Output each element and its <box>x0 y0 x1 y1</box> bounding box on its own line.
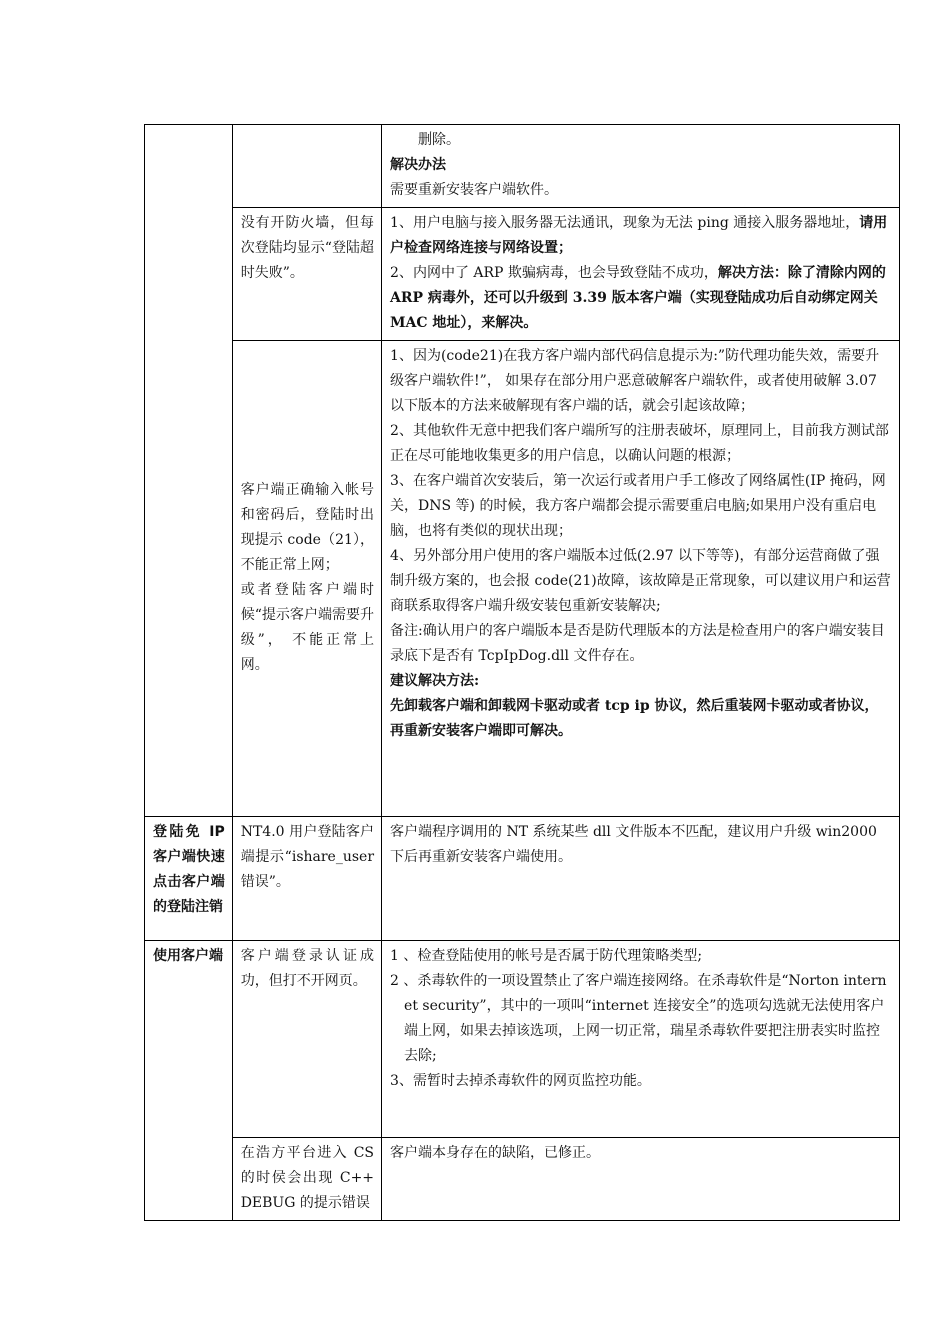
symptom-cell <box>232 341 381 817</box>
table-row <box>145 941 900 1138</box>
solution-item-1: 1 、检查登陆使用的帐号是否属于防代理策略类型; <box>390 948 703 964</box>
symptom-text: 没有开防火墙，但每次登陆均显示“登陆超时失败”。 <box>240 215 375 281</box>
table-row <box>145 1138 900 1221</box>
solution-cell <box>382 941 900 1138</box>
category-cell <box>145 941 233 1221</box>
solution-item-2: 2 、杀毒软件的一项设置禁止了客户端连接网络。在杀毒软件是“Norton internet security”，其中的一项叫“internet 连接安全”的选项勾选就无法使用客户端上网，如果去掉该选项，上网一切正常，瑞星杀毒软件要把注册表实时监控去除; <box>390 973 887 1064</box>
symptom-text: 客户端正确输入帐号和密码后，登陆时出现提示 code（21），不能正常上网； <box>240 482 375 573</box>
symptom-cell <box>232 125 381 208</box>
solution-cell <box>382 817 900 941</box>
category-text: 使用客户端 <box>153 948 223 964</box>
solution-item-1-text: 1、用户电脑与接入服务器无法通讯，现象为无法 ping 通接入服务器地址， <box>390 215 860 231</box>
solution-text: 客户端程序调用的 NT 系统某些 dll 文件版本不匹配，建议用户升级 win2000 下后再重新安装客户端使用。 <box>390 824 877 865</box>
symptom-cell <box>232 208 381 341</box>
solution-item-1-emphasis: 请用户检查网络连接与网络设置； <box>390 215 888 256</box>
solution-item-2-emphasis: 解决方法：除了清除内网的 ARP 病毒外，还可以升级到 3.39 版本客户端（实现登陆成功后自动绑定网关 MAC 地址），来解决。 <box>390 265 886 331</box>
solution-item-3: 3、在客户端首次安装后，第一次运行或者用户手工修改了网络属性(IP 掩码，网关，DNS 等) 的时候，我方客户端都会提示需要重启电脑;如果用户没有重启电脑，也将有类似的现状出现； <box>390 473 886 539</box>
solution-text: 客户端本身存在的缺陷，已修正。 <box>390 1145 601 1161</box>
solution-item-1 <box>390 211 892 261</box>
table-row <box>145 341 900 817</box>
solution-item-1: 1、因为(code21)在我方客户端内部代码信息提示为:”防代理功能失效，需要升级客户端软件!”， 如果存在部分用户恶意破解客户端软件，或者使用破解 3.07 以下版本的方法来破解现有客户端的话，就会引起该故障； <box>390 348 880 414</box>
symptom-text: 客户端登录认证成功，但打不开网页。 <box>240 948 375 989</box>
solution-text: 需要重新安装客户端软件。 <box>390 182 559 198</box>
symptom-text-alt: 或者登陆客户端时候“提示客户端需要升级”， 不能正常上网。 <box>240 582 375 673</box>
solution-item-3: 3、需暂时去掉杀毒软件的网页监控功能。 <box>390 1073 651 1089</box>
solution-cell <box>382 341 900 817</box>
solution-note: 备注:确认用户的客户端版本是否是防代理版本的方法是检查用户的客户端安装目录底下是否有 TcpIpDog.dll 文件存在。 <box>390 623 885 664</box>
table-row <box>145 817 900 941</box>
category-cell <box>145 817 233 941</box>
solution-heading: 解决办法 <box>390 157 447 173</box>
category-text: 登陆免 IP 客户端快速点击客户端的登陆注销 <box>153 824 225 915</box>
symptom-cell <box>232 941 381 1138</box>
solution-item-2: 2、其他软件无意中把我们客户端所写的注册表破坏，原理同上，目前我方测试部正在尽可能地收集更多的用户信息，以确认问题的根源； <box>390 423 889 464</box>
solution-item-2 <box>390 261 892 336</box>
solution-heading: 建议解决方法: <box>390 673 480 689</box>
solution-cell <box>382 1138 900 1221</box>
solution-emphasis: 先卸载客户端和卸载网卡驱动或者 tcp ip 协议，然后重装网卡驱动或者协议，再重新安装客户端即可解决。 <box>390 698 879 739</box>
solution-item-4: 4、另外部分用户使用的客户端版本过低(2.97 以下等等)，有部分运营商做了强制升级方案的，也会报 code(21)故障，该故障是正常现象，可以建议用户和运营商联系取得客户端升级安装包重新安装解决; <box>390 548 891 614</box>
solution-cell <box>382 125 900 208</box>
symptom-text: 在浩方平台进入 CS 的时侯会出现 C++DEBUG 的提示错误 <box>240 1145 375 1211</box>
table-row <box>145 125 900 208</box>
symptom-cell <box>232 1138 381 1221</box>
table-row <box>145 208 900 341</box>
solution-continuation: 删除。 <box>418 132 461 148</box>
symptom-cell <box>232 817 381 941</box>
symptom-text: NT4.0 用户登陆客户端提示“ishare_user 错误”。 <box>240 824 375 890</box>
solution-item-2-text: 2、内网中了 ARP 欺骗病毒，也会导致登陆不成功， <box>390 265 718 281</box>
troubleshooting-table <box>144 124 900 1221</box>
solution-cell <box>382 208 900 341</box>
category-cell <box>145 125 233 817</box>
